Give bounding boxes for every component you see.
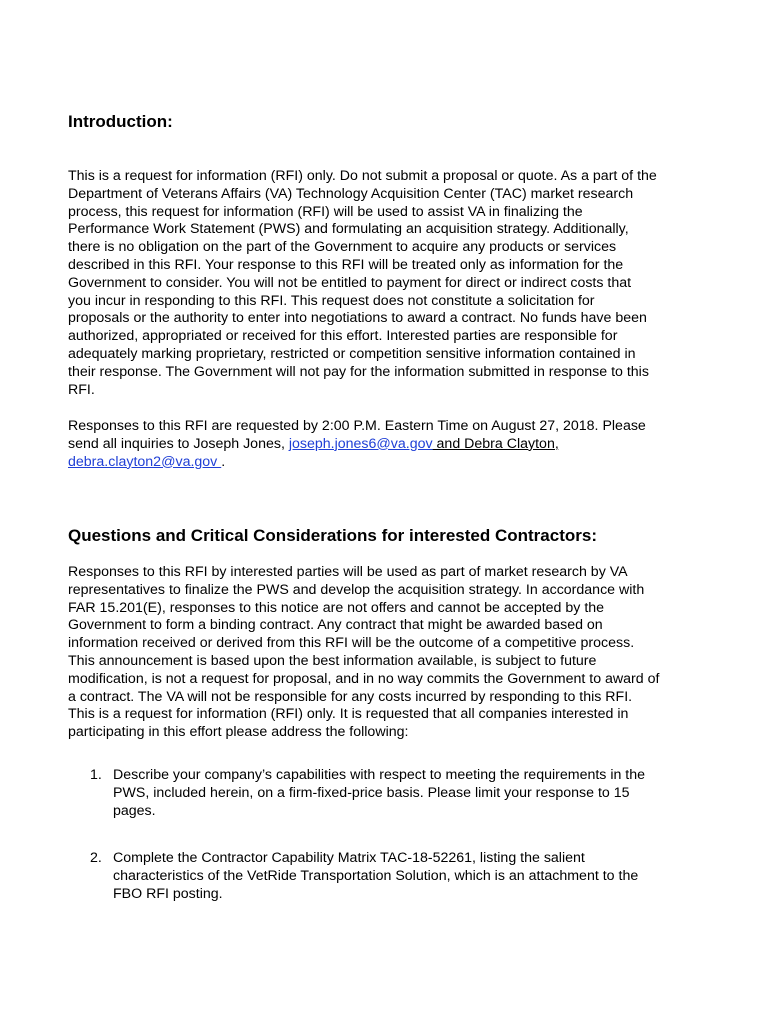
text-line: This announcement is based upon the best information available, is subject to future [68, 652, 597, 669]
introduction-paragraph [68, 168, 704, 399]
debra-clayton-text: and Debra Clayton, [432, 435, 559, 452]
text-line: This is a request for information (RFI) only. Do not submit a proposal or quote. As a part of the [68, 168, 657, 184]
list-number: 1. [90, 767, 102, 783]
text-line: characteristics of the VetRide Transportation Solution, which is an attachment to the [113, 867, 639, 884]
questions-heading: Questions and Critical Considerations for interested Contractors: [68, 526, 597, 545]
text-line: information received or derived from this RFI will be the outcome of a competitive process. [68, 635, 635, 652]
list-number: 2. [90, 850, 102, 866]
text-line: RFI. [68, 381, 95, 398]
text-line: there is no obligation on the part of the Government to acquire any products or services [68, 239, 617, 256]
text-line: Department of Veterans Affairs (VA) Technology Acquisition Center (TAC) market research [68, 185, 634, 202]
text-line [68, 436, 704, 454]
text-line: Government to form a binding contract. Any contract that might be awarded based on [68, 617, 603, 634]
email-link-debra-clayton[interactable]: debra.clayton2@va.gov [68, 453, 222, 470]
text-line: Responses to this RFI are requested by 2:00 P.M. Eastern Time on August 27, 2018. Please [68, 418, 646, 434]
email-link-joseph-jones[interactable]: joseph.jones6@va.gov [288, 435, 433, 452]
text-line: proposals or the authority to enter into negotiations to award a contract. No funds have been [68, 310, 647, 327]
text-line: Performance Work Statement (PWS) and formulating an acquisition strategy. Additionally, [68, 221, 629, 238]
list-item-text [113, 767, 645, 820]
text-line: participating in this effort please address the following: [68, 724, 409, 741]
period-text: . [221, 453, 226, 470]
text-line: pages. [113, 802, 156, 819]
text-line: modification, is not a request for proposal, and in no way commits the Government to award of [68, 670, 660, 687]
text-line: adequately marking proprietary, restricted or competition sensitive information contained in [68, 345, 636, 362]
text-line: PWS, included herein, on a firm-fixed-price basis. Please limit your response to 15 [113, 784, 630, 801]
text-line: FAR 15.201(E), responses to this notice are not offers and cannot be accepted by the [68, 599, 605, 616]
text-line [68, 454, 704, 472]
text-line: Government to consider. You will not be entitled to payment for direct or indirect costs that [68, 274, 632, 291]
text-line: you incur in responding to this RFI. This request does not constitute a solicitation for [68, 292, 595, 309]
text-line: process, this request for information (RFI) will be used to assist VA in finalizing the [68, 203, 583, 220]
text-line: a contract. The VA will not be responsible for any costs incurred by responding to this RFI. [68, 688, 633, 705]
text-line: representatives to finalize the PWS and develop the acquisition strategy. In accordance with [68, 581, 645, 598]
text-line: Responses to this RFI by interested parties will be used as part of market research by VA [68, 564, 628, 580]
text-line: Complete the Contractor Capability Matrix TAC-18-52261, listing the salient [113, 850, 585, 866]
list-item-text [113, 850, 638, 903]
inquiries-text: send all inquiries to Joseph Jones, [68, 435, 289, 452]
text-line: their response. The Government will not pay for the information submitted in response to this [68, 363, 649, 380]
questions-paragraph [68, 564, 704, 742]
response-deadline-paragraph [68, 418, 704, 471]
text-line: Describe your company’s capabilities with respect to meeting the requirements in the [113, 767, 646, 783]
text-line: This is a request for information (RFI) only. It is requested that all companies interested in [68, 706, 629, 723]
text-line: described in this RFI. Your response to this RFI will be treated only as information for the [68, 256, 624, 273]
text-line: authorized, appropriated or received for this effort. Interested parties are responsible for [68, 328, 618, 345]
text-line: FBO RFI posting. [113, 885, 223, 902]
introduction-heading: Introduction: [68, 112, 173, 131]
